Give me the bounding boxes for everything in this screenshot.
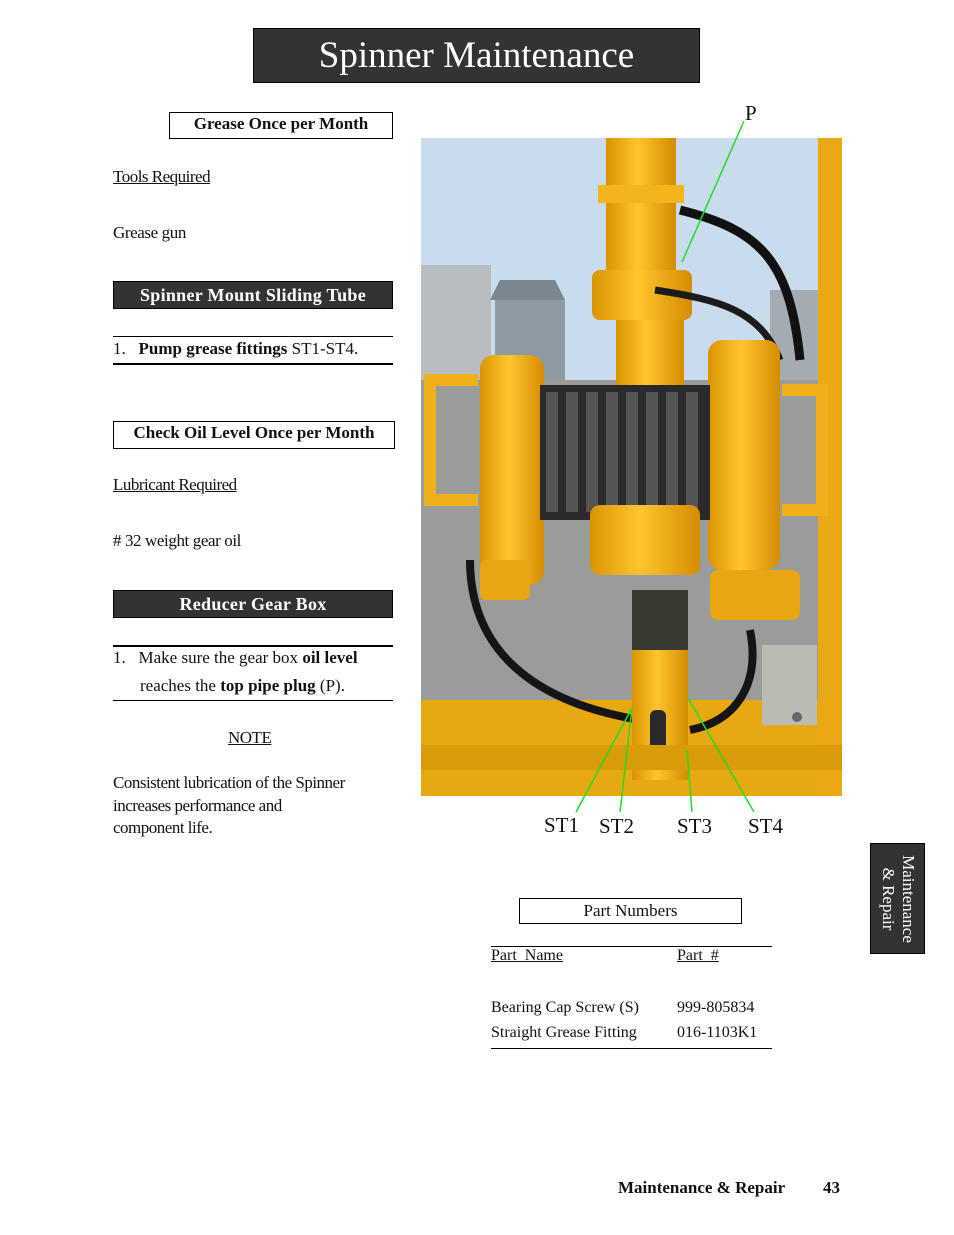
callout-st2: ST2 xyxy=(599,814,635,838)
callout-st4: ST4 xyxy=(748,814,784,838)
callout-p: P xyxy=(745,101,757,125)
step-number: 1. xyxy=(113,648,126,667)
part-name-cell: Bearing Cap Screw (S) xyxy=(491,999,639,1016)
note-line: component life. xyxy=(113,818,213,837)
tools-item: Grease gun xyxy=(113,223,186,242)
part-numbers-heading: Part Numbers xyxy=(519,898,742,924)
section-side-tab xyxy=(870,843,925,954)
oil-heading: Check Oil Level Once per Month xyxy=(113,421,395,449)
page-title: Spinner Maintenance xyxy=(253,28,700,83)
lubricant-item: # 32 weight gear oil xyxy=(113,531,241,550)
note-label: NOTE xyxy=(228,728,272,747)
grease-heading: Grease Once per Month xyxy=(169,112,393,139)
part-number-cell: 016-1103K1 xyxy=(677,1024,758,1041)
part-name-cell: Straight Grease Fitting xyxy=(491,1024,637,1041)
step-text: Make sure the gear box xyxy=(138,648,303,667)
callout-st3: ST3 xyxy=(677,814,713,838)
note-line: increases performance and xyxy=(113,795,282,815)
tools-required-label: Tools Required xyxy=(113,167,211,186)
callout-st1: ST1 xyxy=(544,813,580,837)
spinner-mount-heading: Spinner Mount Sliding Tube xyxy=(113,281,393,309)
reducer-gearbox-heading: Reducer Gear Box xyxy=(113,590,393,618)
footer-section: Maintenance & Repair xyxy=(618,1178,786,1197)
col-header-part-name: Part Name xyxy=(491,947,563,964)
page-number: 43 xyxy=(823,1178,840,1197)
step-bold-text: oil level xyxy=(302,648,358,667)
part-number-cell: 999-805834 xyxy=(677,999,755,1016)
spinner-photo xyxy=(421,138,842,796)
side-tab-line: Maintenance xyxy=(898,854,918,943)
step-bold-text: Pump grease fittings xyxy=(138,339,288,358)
side-tab-line: & Repair xyxy=(878,867,898,930)
col-header-part-number: Part # xyxy=(677,947,719,964)
step-text: (P). xyxy=(315,676,345,695)
step-number: 1. xyxy=(113,339,126,358)
divider xyxy=(491,1048,772,1049)
lubricant-required-label: Lubricant Required xyxy=(113,475,237,494)
note-line: Consistent lubrication of the Spinner xyxy=(113,773,345,792)
step-text: reaches the xyxy=(140,676,221,695)
step-bold-text: top pipe plug xyxy=(220,676,316,695)
step-text: ST1-ST4. xyxy=(287,339,359,358)
